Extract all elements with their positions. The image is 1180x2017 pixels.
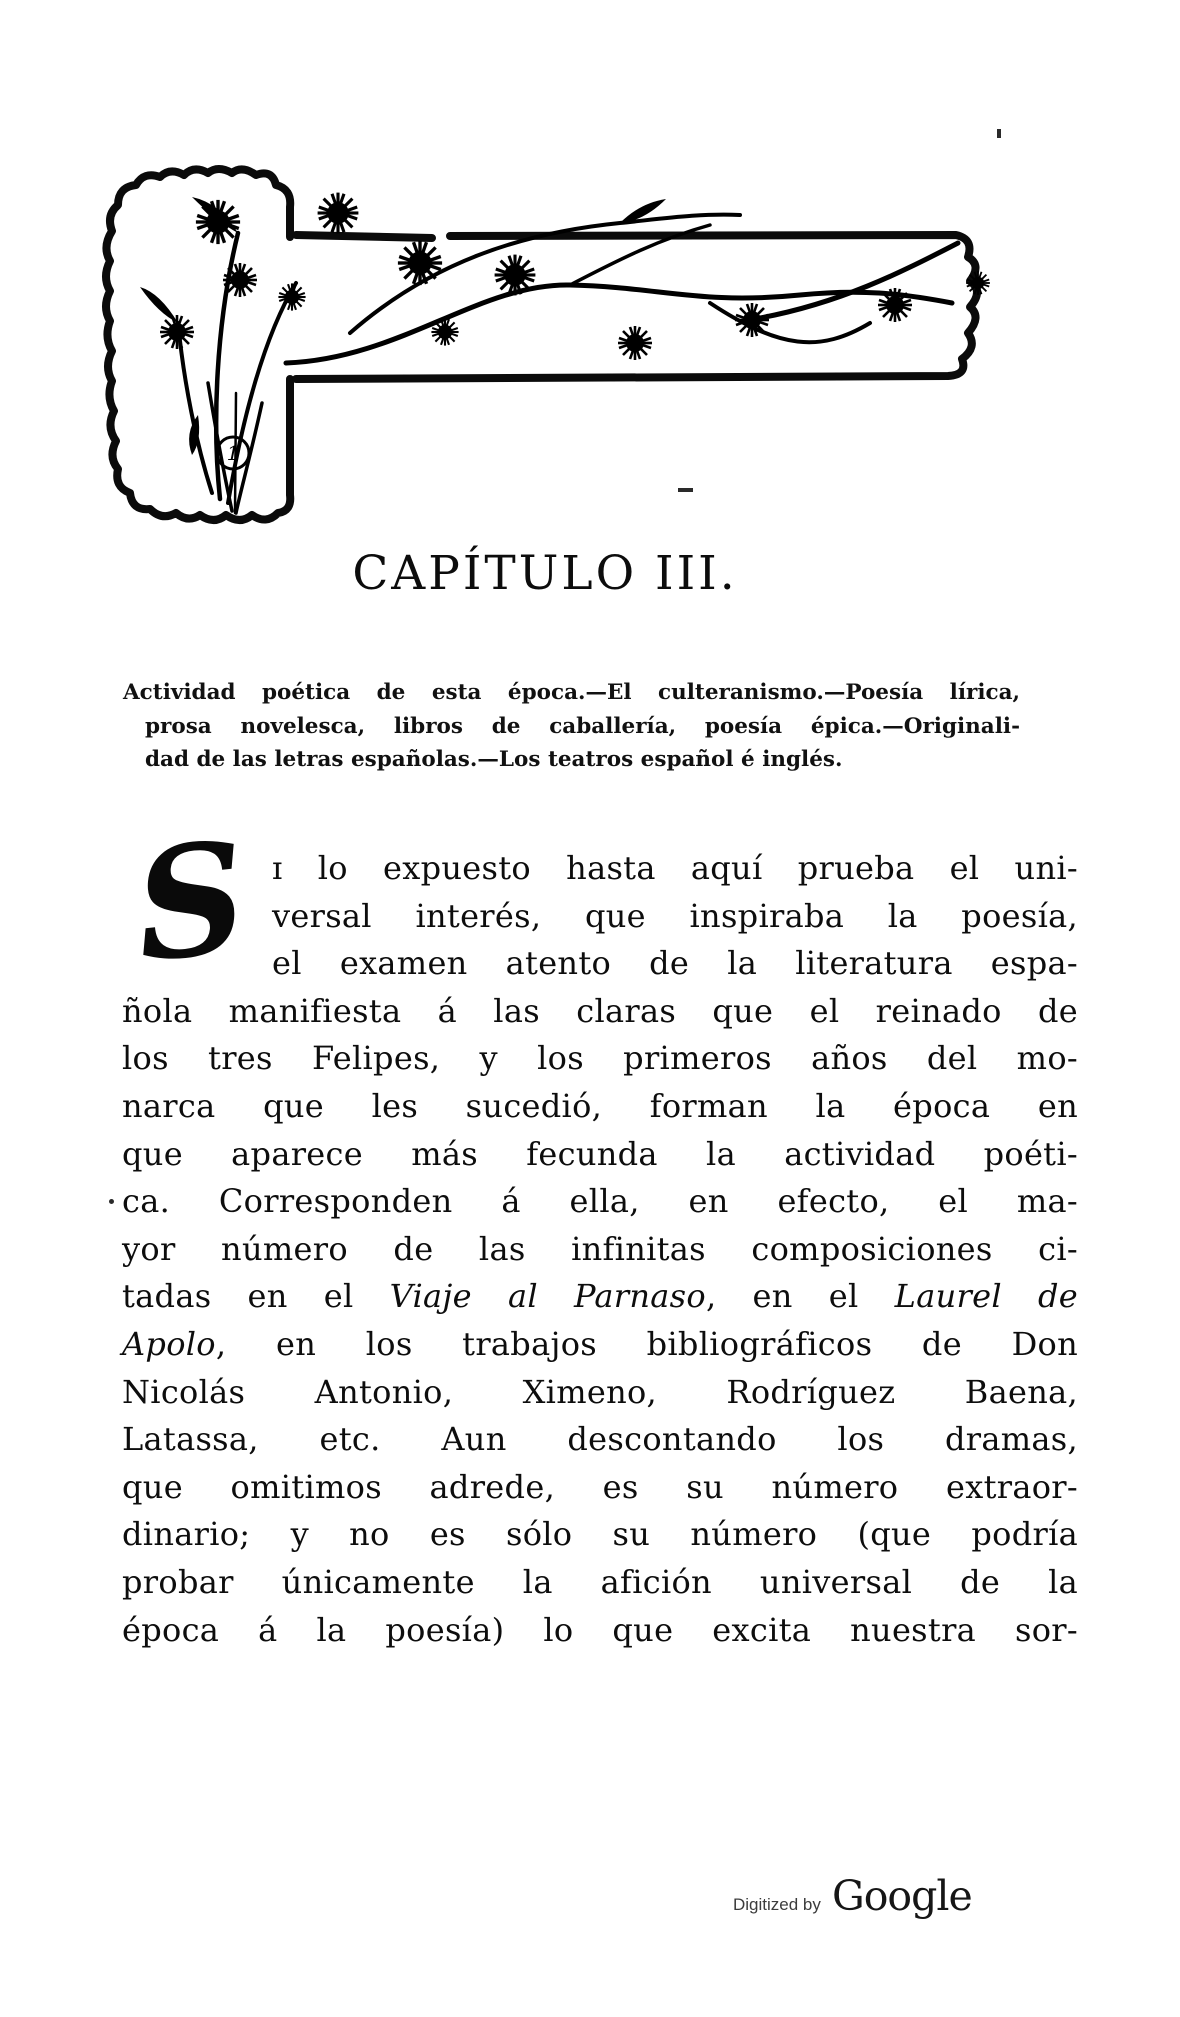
chapter-title: CAPÍTULO III. xyxy=(352,546,738,601)
text-segment: ɪ lo expuesto hasta aquí prueba el uni- xyxy=(272,849,1078,887)
digitized-by-label: Digitized by xyxy=(733,1895,821,1914)
body-text-line xyxy=(122,1416,1078,1464)
text-segment: , en los trabajos bibliográficos de Don xyxy=(215,1324,1078,1363)
body-text-line xyxy=(122,1321,1078,1369)
body-text-line xyxy=(122,1369,1078,1417)
body-text-line xyxy=(122,1607,1078,1655)
summary-line: dad de las letras españolas.—Los teatros español é inglés. xyxy=(145,747,843,772)
ornament-branches xyxy=(178,215,958,513)
text-segment: , en el xyxy=(705,1277,895,1316)
text-segment: probar únicamente la afición universal de la xyxy=(122,1562,1078,1601)
summary-line: prosa novelesca, libros de caballería, poesía épica.—Originali- xyxy=(145,713,1020,739)
body-text-line xyxy=(122,1178,1078,1226)
body-text-line xyxy=(122,1131,1078,1179)
text-segment: tadas en el xyxy=(122,1277,390,1316)
text-segment: narca que les sucedió, forman la época en xyxy=(122,1086,1078,1125)
printers-mark-glyph: 1 xyxy=(226,441,240,465)
body-text-line xyxy=(122,988,1078,1036)
scan-speck xyxy=(997,129,1001,138)
text-segment: que omitimos adrede, es su número extraor- xyxy=(122,1467,1078,1506)
body-text-line xyxy=(272,940,1078,988)
body-text-line xyxy=(122,1035,1078,1083)
text-segment: Latassa, etc. Aun descontando los dramas, xyxy=(122,1420,1078,1459)
book-title-italic: Viaje al Parnaso xyxy=(389,1277,706,1316)
text-segment: el examen atento de la literatura espa- xyxy=(272,944,1078,983)
drop-cap: S xyxy=(126,806,255,997)
body-text xyxy=(122,845,1078,1654)
google-watermark xyxy=(733,1872,972,1920)
book-title-italic: Apolo xyxy=(122,1324,216,1363)
text-segment: dinario; y no es sólo su número (que podría xyxy=(122,1515,1078,1554)
floral-headpiece-ornament xyxy=(100,163,1000,533)
text-segment: ñola manifiesta á las claras que el reinado de xyxy=(122,991,1078,1030)
text-segment: época á la poesía) lo que excita nuestra sor- xyxy=(122,1610,1078,1649)
text-segment: versal interés, que inspiraba la poesía, xyxy=(272,896,1078,935)
pom-pom-flowers xyxy=(160,193,990,360)
scan-dot xyxy=(109,1199,114,1204)
text-segment: ca. Corresponden á ella, en efecto, el ma- xyxy=(122,1182,1078,1221)
body-text-line xyxy=(122,1511,1078,1559)
chapter-summary xyxy=(123,676,1020,777)
body-text-line xyxy=(272,893,1078,941)
scan-dash xyxy=(678,488,693,492)
summary-line: Actividad poética de esta época.—El culteranismo.—Poesía lírica, xyxy=(123,680,1020,705)
body-text-line xyxy=(122,1464,1078,1512)
body-text-line xyxy=(272,845,1078,893)
text-segment: yor número de las infinitas composiciones ci- xyxy=(122,1229,1078,1268)
body-text-line xyxy=(122,1226,1078,1274)
text-segment: Nicolás Antonio, Ximeno, Rodríguez Baena, xyxy=(122,1372,1078,1411)
body-text-line xyxy=(122,1083,1078,1131)
book-title-italic: Laurel de xyxy=(894,1277,1078,1316)
body-text-line xyxy=(122,1559,1078,1607)
body-text-line xyxy=(122,1273,1078,1321)
text-segment: los tres Felipes, y los primeros años del mo- xyxy=(122,1039,1078,1078)
text-segment: que aparece más fecunda la actividad poéti- xyxy=(122,1134,1078,1173)
google-logo: Google xyxy=(831,1872,972,1920)
